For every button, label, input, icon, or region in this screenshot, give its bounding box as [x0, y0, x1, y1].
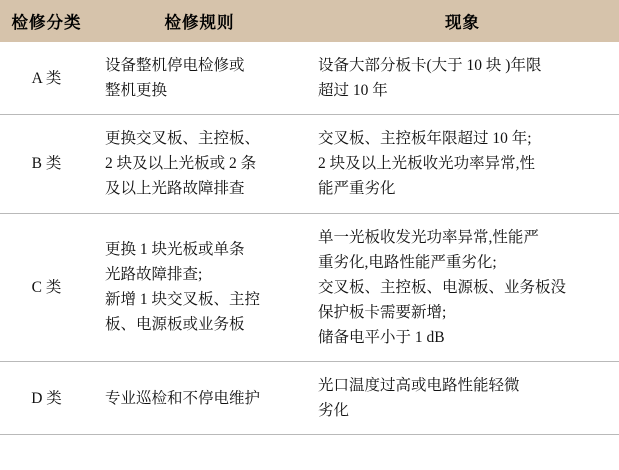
phenomenon-line: 设备大部分板卡(大于 10 块 )年限 [318, 57, 542, 74]
cell-category: B 类 [0, 115, 93, 213]
cell-rule [93, 115, 306, 213]
phenomenon-line: 2 块及以上光板收光功率异常,性 [318, 155, 536, 173]
rule-line: 2 块及以上光板或 2 条 [105, 155, 257, 173]
rule-line: 光路故障排查; [105, 266, 203, 284]
phenomenon-line: 单一光板收发光功率异常,性能严 [318, 228, 539, 246]
rule-line: 更换 1 块光板或单条 [105, 241, 245, 259]
rule-line: 板、电源板或业务板 [105, 316, 245, 334]
column-header-rule: 检修规则 [93, 0, 306, 42]
table-row [0, 213, 619, 362]
cell-category: A 类 [0, 42, 93, 115]
rule-line: 设备整机停电检修或 [105, 57, 245, 74]
rule-line: 整机更换 [105, 82, 168, 100]
table-row [0, 42, 619, 115]
column-header-category: 检修分类 [0, 0, 93, 42]
cell-rule [93, 213, 306, 362]
phenomenon-line: 重劣化,电路性能严重劣化; [318, 253, 497, 271]
phenomenon-line: 劣化 [318, 402, 350, 420]
phenomenon-line: 超过 10 年 [318, 82, 388, 100]
table-row [0, 115, 619, 213]
cell-phenomenon [306, 213, 619, 362]
phenomenon-line: 保护板卡需要新增; [318, 303, 447, 321]
phenomenon-line: 能严重劣化 [318, 180, 396, 198]
cell-rule [93, 362, 306, 435]
table-header-row [0, 0, 619, 42]
phenomenon-line: 储备电平小于 1 dB [318, 328, 445, 346]
phenomenon-line: 交叉板、主控板年限超过 10 年; [318, 130, 532, 148]
rule-line: 及以上光路故障排查 [105, 180, 245, 198]
table-header [0, 0, 619, 42]
table-body [0, 42, 619, 435]
column-header-phenomenon: 现象 [306, 0, 619, 42]
phenomenon-line: 光口温度过高或电路性能轻微 [318, 377, 520, 395]
cell-phenomenon [306, 362, 619, 435]
cell-phenomenon [306, 115, 619, 213]
table-row [0, 362, 619, 435]
rule-line: 专业巡检和不停电维护 [105, 389, 261, 407]
cell-rule [93, 42, 306, 115]
rule-line: 新增 1 块交叉板、主控 [105, 291, 261, 309]
cell-phenomenon [306, 42, 619, 115]
cell-category: C 类 [0, 213, 93, 362]
cell-category: D 类 [0, 362, 93, 435]
rule-line: 更换交叉板、主控板、 [105, 130, 261, 148]
phenomenon-line: 交叉板、主控板、电源板、业务板没 [318, 278, 567, 296]
